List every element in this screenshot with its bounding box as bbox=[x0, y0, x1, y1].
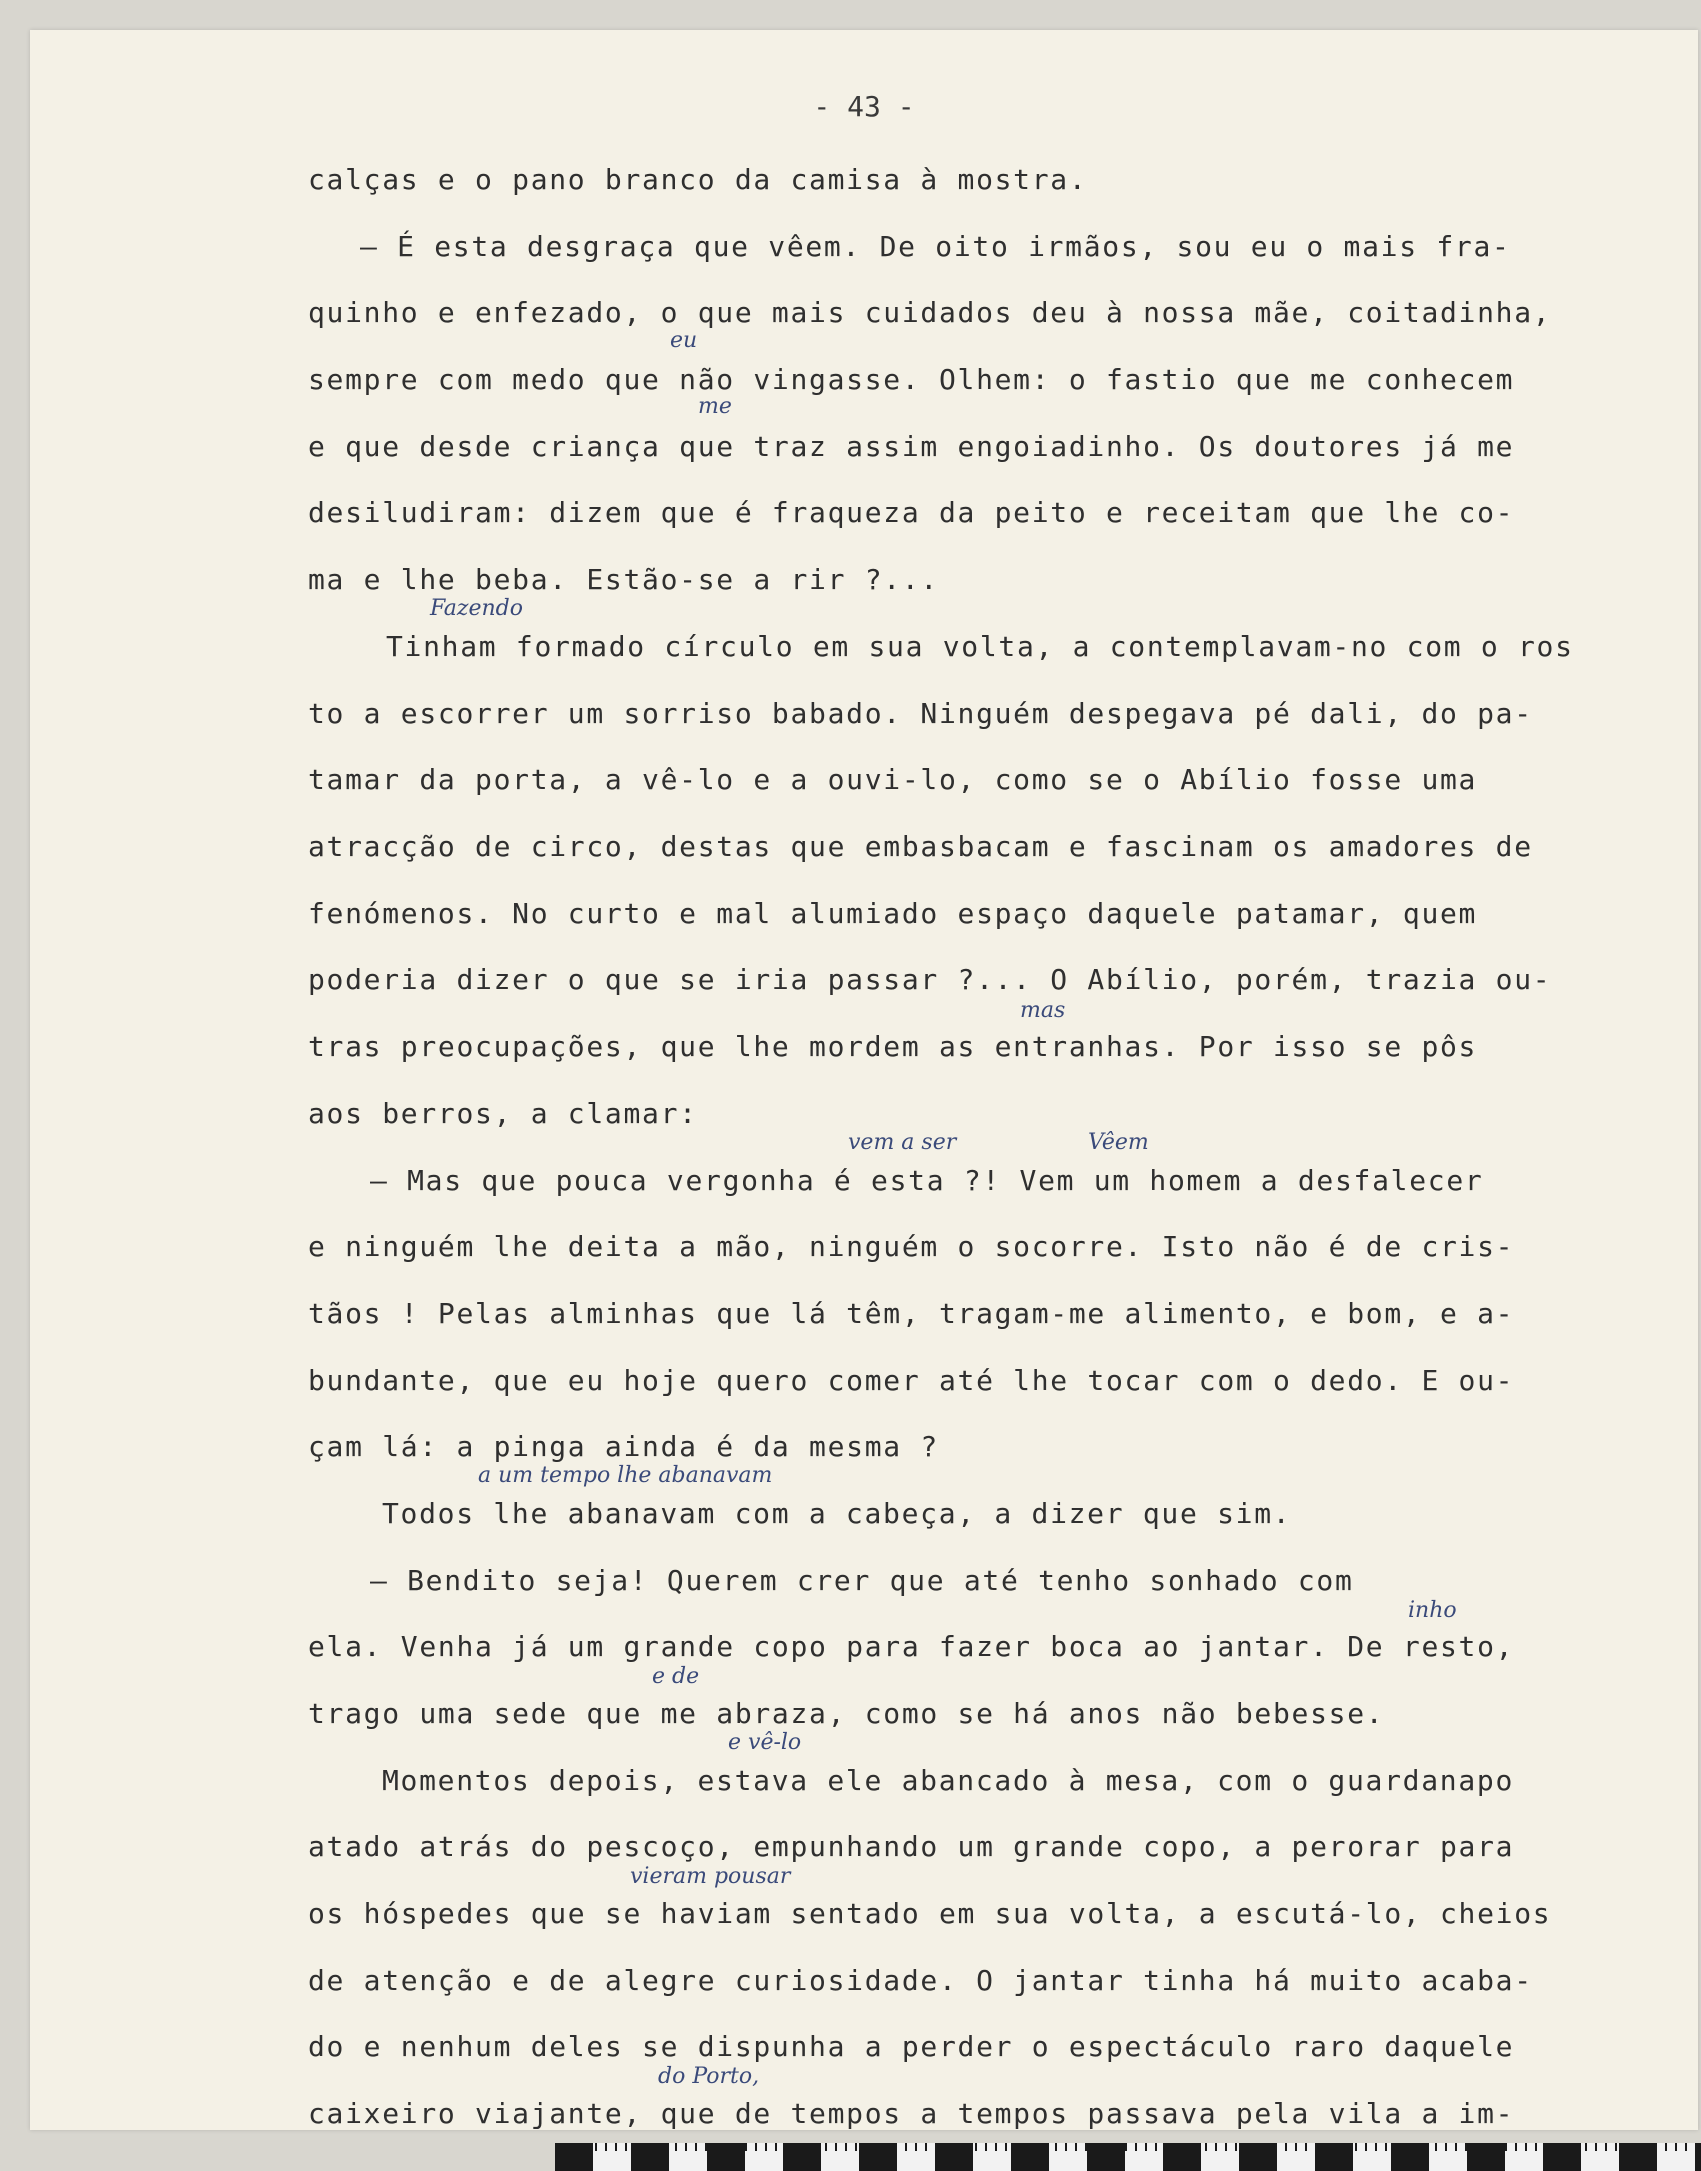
text-line: trago uma sede que me abraza, como se há anos não bebesse. bbox=[308, 1697, 1385, 1730]
text-line: Tinham formado círculo em sua volta, a contemplavam-no com o ros bbox=[386, 630, 1574, 663]
text-line: de atenção e de alegre curiosidade. O jantar tinha há muito acaba- bbox=[308, 1964, 1533, 1997]
page-number: - 43 - bbox=[813, 90, 915, 123]
text-line: quinho e enfezado, o que mais cuidados deu à nossa mãe, coitadinha, bbox=[308, 296, 1552, 329]
handwritten-annotation: vieram pousar bbox=[630, 1864, 791, 1889]
text-line: — É esta desgraça que vêem. De oito irmãos, sou eu o mais fra- bbox=[360, 230, 1511, 263]
handwritten-annotation: me bbox=[698, 394, 732, 419]
text-line: aos berros, a clamar: bbox=[308, 1097, 698, 1130]
text-line: tãos ! Pelas alminhas que lá têm, tragam-me alimento, e bom, e a- bbox=[308, 1297, 1515, 1330]
text-line: tamar da porta, a vê-lo e a ouvi-lo, como se o Abílio fosse uma bbox=[308, 763, 1478, 796]
ruler-ticks bbox=[555, 2143, 1701, 2151]
text-line: ma e lhe beba. Estão-se a rir ?... bbox=[308, 563, 939, 596]
handwritten-annotation: e vê-lo bbox=[728, 1730, 802, 1755]
text-line: tras preocupações, que lhe mordem as entranhas. Por isso se pôs bbox=[308, 1030, 1478, 1063]
handwritten-annotation: mas bbox=[1020, 998, 1066, 1023]
text-line: atracção de circo, destas que embasbacam e fascinam os amadores de bbox=[308, 830, 1533, 863]
text-line: sempre com medo que não vingasse. Olhem: o fastio que me conhecem bbox=[308, 363, 1515, 396]
manuscript-page bbox=[30, 30, 1698, 2130]
text-line: e que desde criança que traz assim engoiadinho. Os doutores já me bbox=[308, 430, 1515, 463]
handwritten-annotation: Fazendo bbox=[430, 596, 523, 621]
text-line: Momentos depois, estava ele abancado à mesa, com o guardanapo bbox=[382, 1764, 1515, 1797]
text-line: e ninguém lhe deita a mão, ninguém o socorre. Isto não é de cris- bbox=[308, 1230, 1515, 1263]
text-line: Todos lhe abanavam com a cabeça, a dizer que sim. bbox=[382, 1497, 1292, 1530]
text-line: bundante, que eu hoje quero comer até lhe tocar com o dedo. E ou- bbox=[308, 1364, 1515, 1397]
text-line: fenómenos. No curto e mal alumiado espaço daquele patamar, quem bbox=[308, 897, 1478, 930]
text-line: do e nenhum deles se dispunha a perder o espectáculo raro daquele bbox=[308, 2030, 1515, 2063]
text-line: çam lá: a pinga ainda é da mesma ? bbox=[308, 1430, 939, 1463]
text-line: caixeiro viajante, que de tempos a tempos passava pela vila a im- bbox=[308, 2097, 1515, 2130]
text-line: poderia dizer o que se iria passar ?... O Abílio, porém, trazia ou- bbox=[308, 963, 1552, 996]
handwritten-annotation: e de bbox=[652, 1664, 700, 1689]
handwritten-annotation: eu bbox=[670, 328, 698, 353]
handwritten-annotation: Vêem bbox=[1088, 1130, 1149, 1155]
handwritten-annotation: do Porto, bbox=[658, 2064, 760, 2089]
text-line: calças e o pano branco da camisa à mostra. bbox=[308, 163, 1088, 196]
text-line: os hóspedes que se haviam sentado em sua volta, a escutá-lo, cheios bbox=[308, 1897, 1552, 1930]
text-line: to a escorrer um sorriso babado. Ninguém despegava pé dali, do pa- bbox=[308, 697, 1533, 730]
handwritten-annotation: a um tempo lhe abanavam bbox=[478, 1463, 773, 1488]
text-line: ela. Venha já um grande copo para fazer boca ao jantar. De resto, bbox=[308, 1630, 1515, 1663]
text-line: — Mas que pouca vergonha é esta ?! Vem um homem a desfalecer bbox=[370, 1164, 1484, 1197]
text-line: — Bendito seja! Querem crer que até tenho sonhado com bbox=[370, 1564, 1354, 1597]
text-line: atado atrás do pescoço, empunhando um grande copo, a perorar para bbox=[308, 1830, 1515, 1863]
text-line: desiludiram: dizem que é fraqueza da peito e receitam que lhe co- bbox=[308, 496, 1515, 529]
handwritten-annotation: inho bbox=[1408, 1598, 1457, 1623]
handwritten-annotation: vem a ser bbox=[848, 1130, 957, 1155]
